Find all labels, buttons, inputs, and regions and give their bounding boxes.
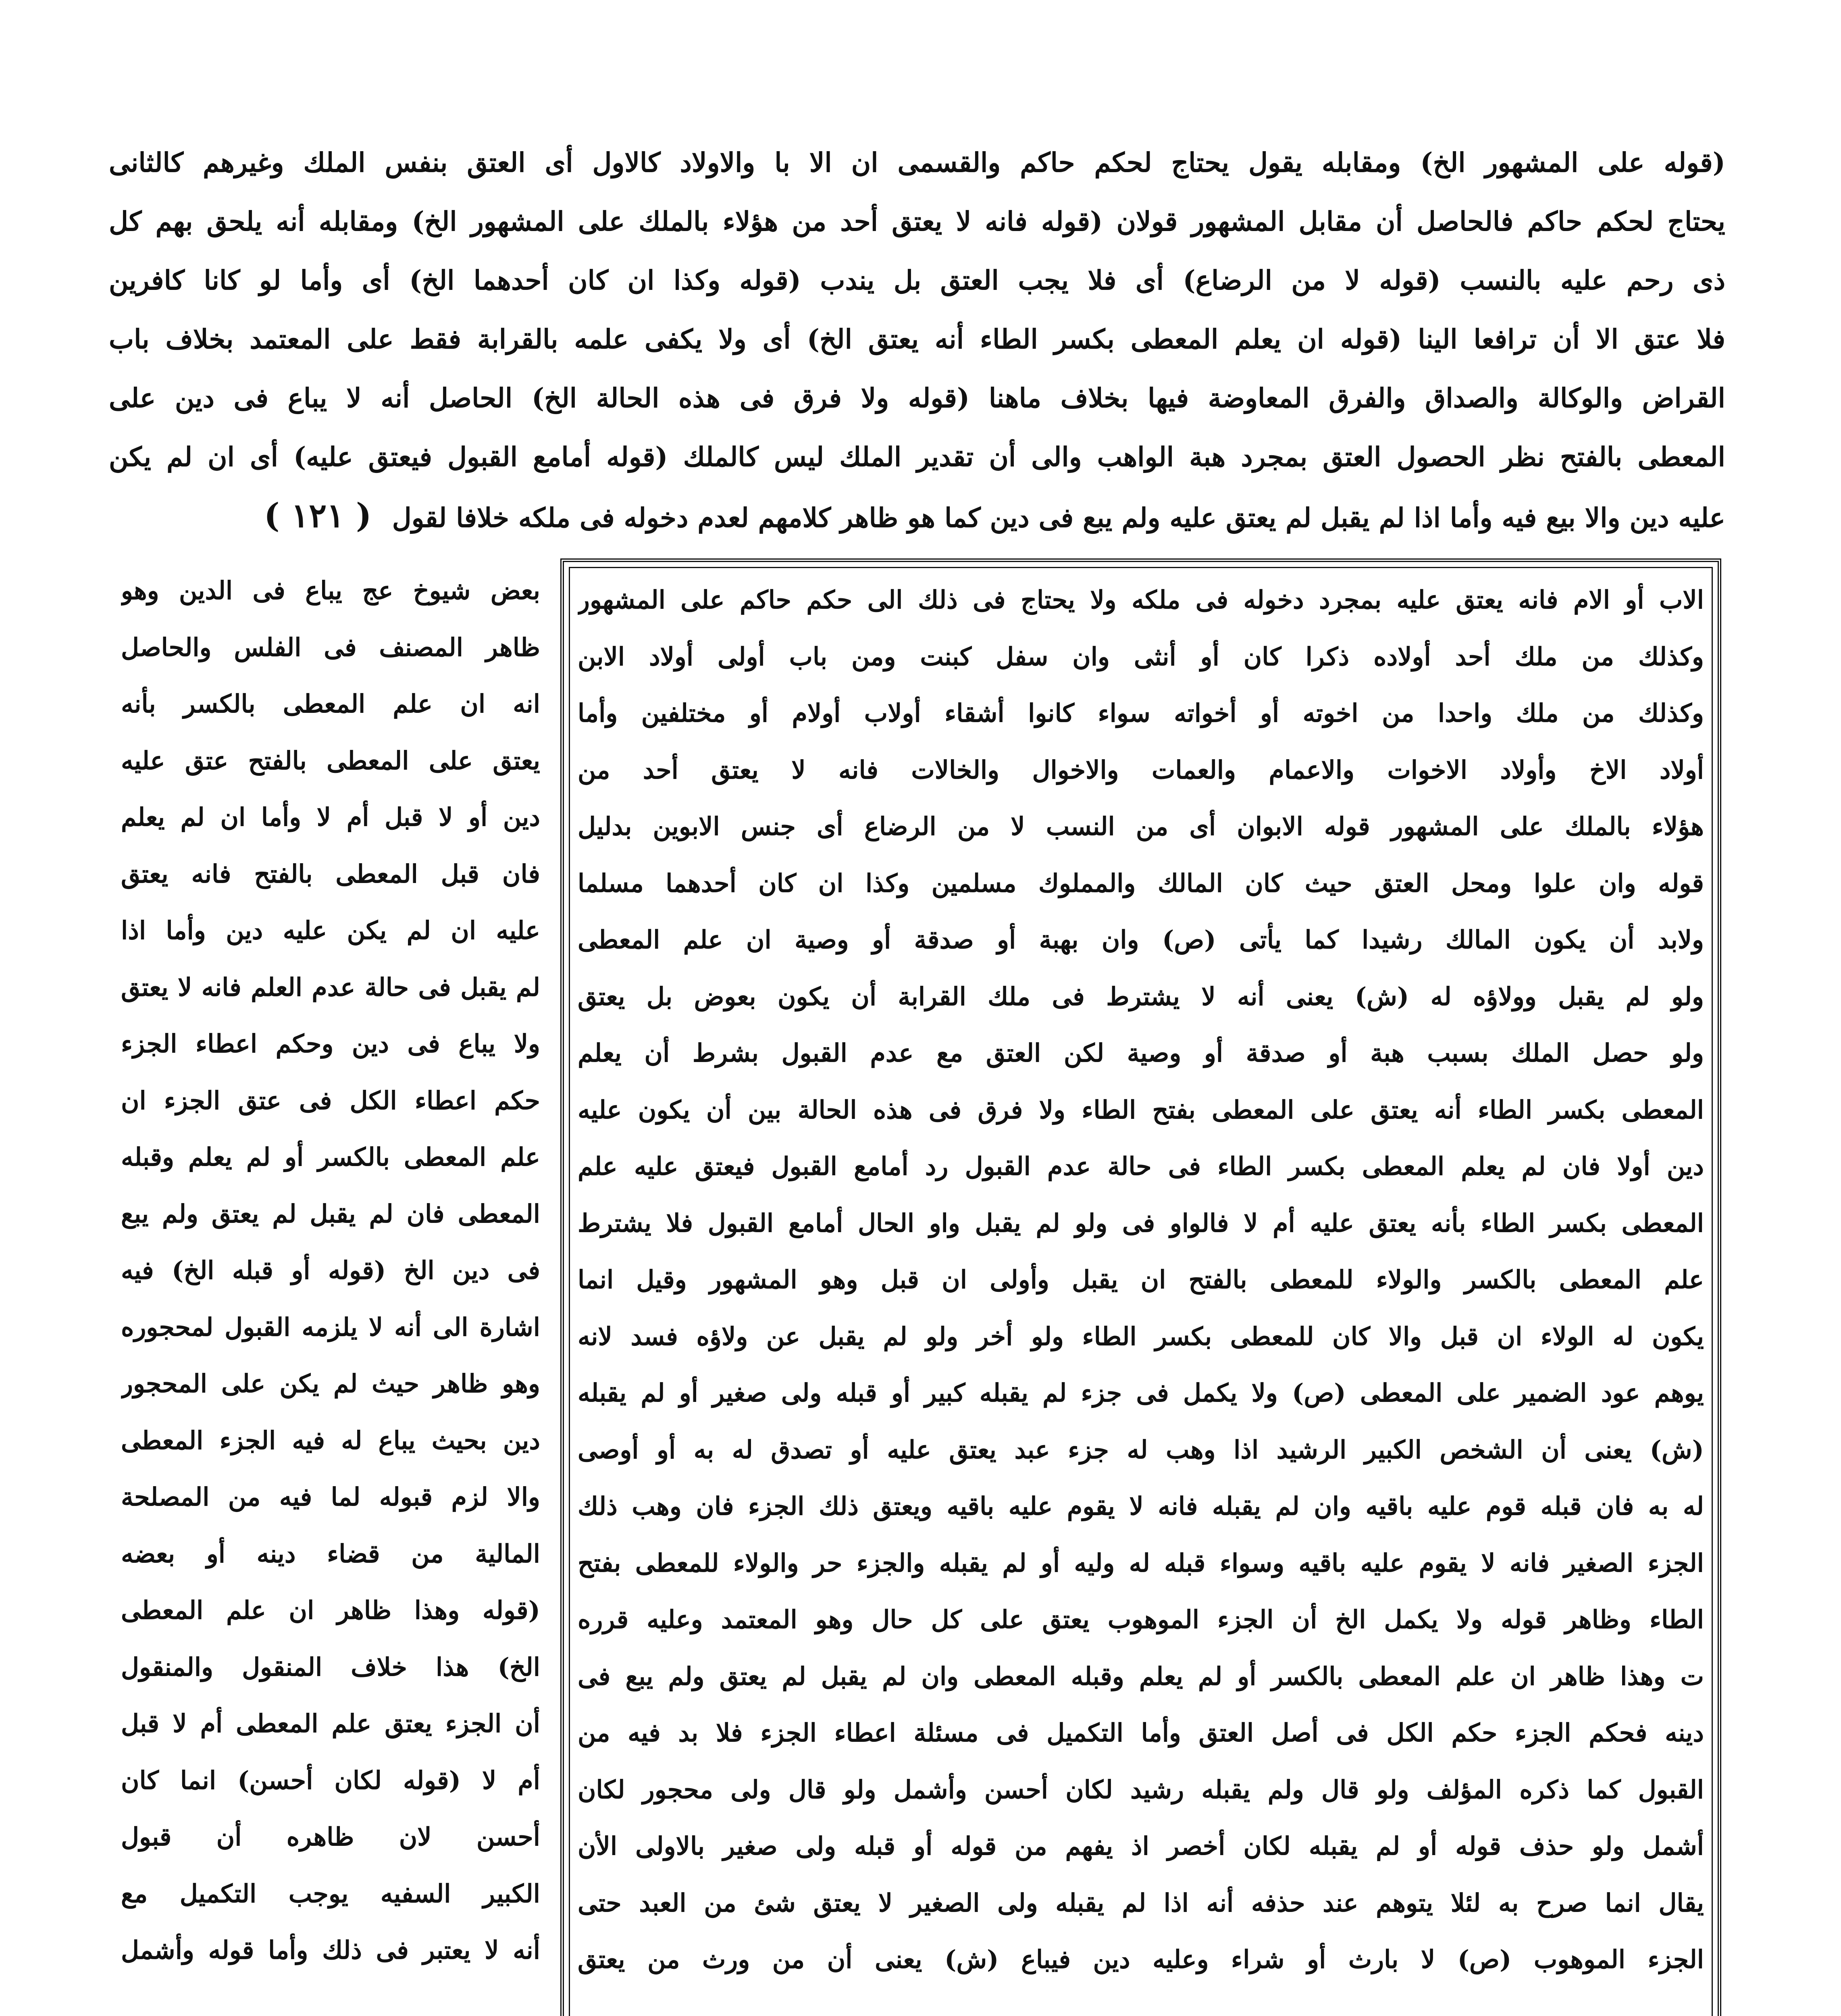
side-margin-line: المعطى فان لم يقبل لم يعتق ولم يبع: [121, 1199, 540, 1229]
main-text-line: أشمل ولو حذف قوله أو لم يقبله لكان أخصر اذ يفهم من قوله أو قبله ولى صغير بالاولى الأن: [578, 1831, 1704, 1861]
main-text-line: وكذلك من ملك أحد أولاده ذكرا كان أو أنثى وان سفل كبنت ومن باب أولى أولاد الابن: [578, 641, 1704, 671]
side-margin-line: أنه لا يعتبر فى ذلك وأما قوله وأشمل: [121, 1935, 540, 1965]
page-number: ( ١٢١ ): [264, 496, 372, 535]
main-text-line: ولو لم يقبل وولاؤه له (ش) يعنى أنه لا يشترط فى ملك القرابة أن يكون بعوض بل يعتق: [578, 981, 1704, 1011]
main-text-line: هؤلاء بالملك على المشهور قوله الابوان أى من النسب لا من الرضاع أى جنس الابوين بدليل: [578, 812, 1704, 841]
main-text-line: ت وهذا ظاهر ان علم المعطى بالكسر أو لم يعلم وقبله المعطى وان لم يقبل لم يعتق ولم يبع فى: [578, 1661, 1704, 1691]
side-margin-line: لم يقبل فى حالة عدم العلم فانه لا يعتق: [121, 972, 540, 1002]
side-margin-line: اشارة الى أنه لا يلزمه القبول لمحجوره: [121, 1312, 540, 1342]
main-text-line: ولو حصل الملك بسبب هبة أو صدقة أو وصية لكن العتق مع عدم القبول بشرط أن يعلم: [578, 1038, 1704, 1068]
side-margin-line: ظاهر المصنف فى الفلس والحاصل: [121, 632, 540, 662]
side-margin-line: (قوله وهذا ظاهر ان علم المعطى: [121, 1595, 540, 1625]
main-text-line: قوله وان علوا ومحل العتق حيث كان المالك والمملوك مسلمين وكذا ان كان أحدهما مسلما: [578, 868, 1704, 898]
main-text-line: دينه فحكم الجزء حكم الكل فى أصل العتق وأما التكميل فى مسئلة اعطاء الجزء فلا بد فيه من: [578, 1718, 1704, 1747]
side-margin-line: بعض شيوخ عج يباع فى الدين وهو: [121, 576, 540, 605]
side-margin-line: دين أو لا قبل أم لا وأما ان لم يعلم: [121, 802, 540, 832]
main-text-line: يقال انما صرح به لئلا يتوهم عند حذفه أنه اذا لم يقبله ولى الصغير لا يعتق شئ من العبد حتى: [578, 1888, 1704, 1918]
side-margin-line: أن الجزء يعتق علم المعطى أم لا قبل: [121, 1709, 540, 1738]
top-margin-text: عليه دين والا بيع فيه وأما اذا لم يقبل لم يعتق عليه ولم يبع فى دين كما هو ظاهر كلامهم لعدم دخوله فى ملكه خلافا لقول: [392, 502, 1725, 533]
top-margin-line: (قوله على المشهور الخ) ومقابله يقول يحتاج لحكم حاكم والقسمى ان الا با والاولاد كالاول أى العتق بنفس الملك وغيرهم كالثانى: [109, 147, 1725, 178]
main-text-line: الاب أو الام فانه يعتق عليه بمجرد دخوله فى ملكه ولا يحتاج فى ذلك الى حكم حاكم على المشهور: [578, 585, 1704, 614]
top-margin-line: المعطى بالفتح نظر الحصول العتق بمجرد هبة الواهب والى أن تقدير الملك ليس كالملك (قوله أمامع القبول فيعتق عليه) أى ان لم يكن: [109, 441, 1725, 473]
side-margin-line: أم لا (قوله لكان أحسن) انما كان: [121, 1765, 540, 1795]
main-text: [578, 572, 1704, 1988]
main-text-line: له به فان قبله قوم عليه باقيه وان لم يقبله فانه لا يقوم عليه باقيه ويعتق ذلك الجزء فان وهب ذلك: [578, 1491, 1704, 1521]
side-margin-line: فان قبل المعطى بالفتح فانه يعتق: [121, 859, 540, 889]
main-text-line: (ش) يعنى أن الشخص الكبير الرشيد اذا وهب له جزء عبد يعتق عليه أو تصدق له به أو أوصى: [578, 1435, 1704, 1464]
side-margin-line: الخ) هذا خلاف المنقول والمنقول: [121, 1652, 540, 1682]
main-text-line: المعطى بكسر الطاء بأنه يعتق عليه أم لا فالواو فى ولو لم يقبل واو الحال أمامع القبول فلا يشترط: [578, 1208, 1704, 1238]
side-margin-line: يعتق على المعطى بالفتح عتق عليه: [121, 746, 540, 775]
main-text-line: الطاء وظاهر قوله ولا يكمل الخ أن الجزء الموهوب يعتق على كل حال وهو المعتمد وعليه قرره: [578, 1605, 1704, 1634]
main-text-line: الجزء الصغير فانه لا يقوم عليه باقيه وسواء قبله له وليه أو لم يقبله والجزء حر والولاء للمعطى بفتح: [578, 1548, 1704, 1578]
main-text-line: دين أولا فان لم يعلم المعطى بكسر الطاء فى حالة عدم القبول رد أمامع القبول فيعتق عليه علم: [578, 1152, 1704, 1181]
main-text-line: علم المعطى بالكسر والولاء للمعطى بالفتح ان يقبل وأولى ان قبل وهو المشهور وقيل انما: [578, 1265, 1704, 1294]
side-margin-line: وهو ظاهر حيث لم يكن على المحجور: [121, 1369, 540, 1398]
side-margin-line: فى دين الخ (قوله أو قبله الخ) فيه: [121, 1256, 540, 1285]
top-margin-line: القراض والوكالة والصداق والفرق المعاوضة فيها بخلاف ماهنا (قوله ولا فرق فى هذه الحالة الخ) الحاصل أنه لا يباع فى دين على: [109, 382, 1725, 414]
side-margin-line: أحسن لان ظاهره أن قبول: [121, 1822, 540, 1851]
side-margin-commentary: [121, 562, 540, 2016]
main-text-line: يوهم عود الضمير على المعطى (ص) ولا يكمل فى جزء لم يقبله كبير أو قبله ولى صغير أو لم يقبله: [578, 1378, 1704, 1408]
main-text-line: يكون له الولاء ان قبل والا كان للمعطى بكسر الطاء ولو أخر ولو لم يقبل عن ولاؤه فسد لانه: [578, 1321, 1704, 1351]
main-text-line: ولابد أن يكون المالك رشيدا كما يأتى (ص) وان بهبة أو صدقة أو وصية ان علم المعطى: [578, 925, 1704, 954]
top-margin-commentary: [109, 133, 1725, 540]
top-margin-line-with-page-number: [109, 486, 1725, 540]
main-text-line: المعطى بكسر الطاء أنه يعتق على المعطى بفتح الطاء ولا فرق فى هذه الحالة بين أن يكون عليه: [578, 1095, 1704, 1125]
top-margin-line: فلا عتق الا أن ترافعا الينا (قوله ان يعلم المعطى بكسر الطاء أنه يعتق الخ) أى ولا يكفى علمه بالقرابة فقط على المعتمد بخلاف باب: [109, 323, 1725, 355]
main-text-frame: [560, 558, 1721, 2016]
side-margin-line: الكبير السفيه يوجب التكميل مع: [121, 1879, 540, 1908]
side-margin-line: علم المعطى بالكسر أو لم يعلم وقبله: [121, 1142, 540, 1172]
side-margin-line: دين بحيث يباع له فيه الجزء المعطى: [121, 1425, 540, 1455]
top-margin-line: ذى رحم عليه بالنسب (قوله لا من الرضاع) أى فلا يجب العتق بل يندب (قوله وكذا ان كان أحدهما الخ) أى وأما لو كانا كافرين: [109, 264, 1725, 296]
side-margin-line: انه ان علم المعطى بالكسر بأنه: [121, 689, 540, 719]
side-margin-line: حكم اعطاء الكل فى عتق الجزء ان: [121, 1085, 540, 1115]
side-margin-line: ولا يباع فى دين وحكم اعطاء الجزء: [121, 1029, 540, 1058]
main-text-line: القبول كما ذكره المؤلف ولو قال ولم يقبله رشيد لكان أحسن وأشمل ولو قال ولى محجور لكان: [578, 1774, 1704, 1804]
top-margin-line: يحتاج لحكم حاكم فالحاصل أن مقابل المشهور قولان (قوله فانه لا يعتق أحد من هؤلاء بالملك على المشهور الخ) ومقابله أنه يلحق بهم كل: [109, 206, 1725, 237]
side-margin-line: المالية من قضاء دينه أو بعضه: [121, 1539, 540, 1568]
side-margin-line: عليه ان لم يكن عليه دين وأما اذا: [121, 916, 540, 945]
main-text-line: وكذلك من ملك واحدا من اخوته أو أخواته سواء كانوا أشقاء أولاب أولام أو مختلفين وأما: [578, 698, 1704, 728]
main-text-line: الجزء الموهوب (ص) لا بارث أو شراء وعليه دين فيباع (ش) يعنى أن من ورث من يعتق: [578, 1945, 1704, 1974]
side-margin-line: والا لزم قبوله لما فيه من المصلحة: [121, 1482, 540, 1512]
main-text-line: أولاد الاخ وأولاد الاخوات والاعمام والعمات والاخوال والخالات فانه لا يعتق أحد من: [578, 755, 1704, 785]
